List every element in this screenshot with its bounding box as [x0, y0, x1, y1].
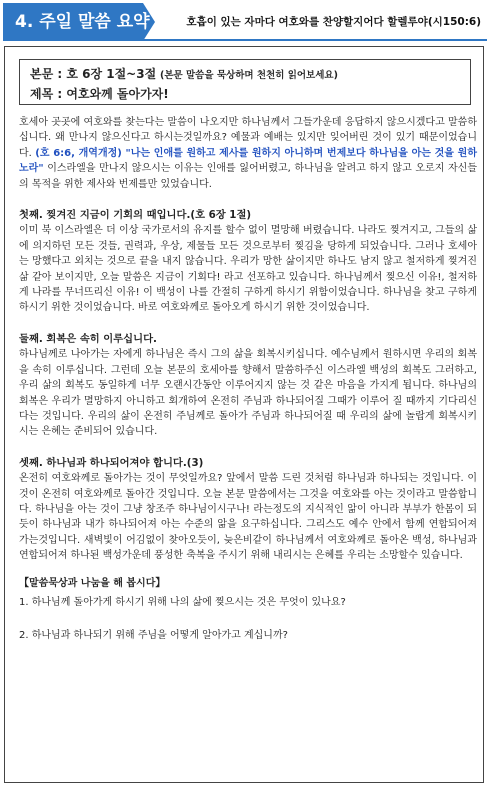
sermon-body — [19, 115, 477, 644]
passage-text: 본문 : 호 6장 1절~3절 — [30, 67, 157, 81]
sharing-question-2: 2. 하나님과 하나되기 위해 주님을 어떻게 알아가고 계십니까? — [19, 630, 288, 642]
header-divider — [3, 39, 487, 41]
passage-line — [30, 65, 460, 85]
passage-note: (본문 말씀을 묵상하며 천천히 읽어보세요) — [160, 70, 338, 81]
section-first — [19, 208, 477, 316]
section-third — [19, 456, 477, 564]
passage-box — [19, 59, 471, 105]
section-first-title: 첫째. 찢겨진 지금이 기회의 때입니다.(호 6장 1절) — [19, 209, 252, 222]
section-second-title: 둘째. 회복은 속히 이루십니다. — [19, 332, 157, 345]
section-third-title: 셋째. 하나님과 하나되어져야 합니다.(3) — [19, 456, 204, 469]
section-first-body: 이미 북 이스라엘은 더 이상 국가로서의 유지를 할수 없이 멸망해 버렸습니다. 나라도 찢겨지고, 그들의 삶에 의지하던 모든 것들, 권력과, 우상, 제물들 모든 것으로부터 찢김을 당하게 되었습니다. 그러나 호세아는 망했다고 외치는 것으로 끝을 내지 않습니다. 우리가 망한 삶이지만 하나도 남지 않고 철저하게 찢겨진 삶 같아 보이지만, 오늘 말씀은 지금이 기회다! 라고 선포하고 있습니다. 하나님께서 찢으신 이유!, 철저하게 나라를 무너뜨리신 이유! 이 백성이 나를 간절히 구하게 하시기 위함이었습니다. 하나님을 찾고 구하게 하시기 위한 것이었습니다. 바로 여호와께로 돌아오게 하시기 위한 것이었습니다. — [19, 225, 477, 314]
title-line — [30, 85, 460, 103]
intro-text-after: 이스라엘을 만나지 않으시는 이유는 인애를 잃어버렸고, 하나님을 알려고 하지 않고 오로지 자신들의 목적을 위한 제사와 번제를만 있었습니다. — [19, 163, 478, 190]
sharing-heading: 【말씀묵상과 나눔을 해 봅시다】 — [19, 577, 166, 589]
section-title: 4. 주일 말씀 요약 — [15, 12, 150, 32]
sharing-question-1: 1. 하나님께 돌아가게 하시기 위해 나의 삶에 찢으시는 것은 무엇이 있나요? — [19, 596, 346, 608]
intro-paragraph — [19, 115, 477, 192]
header-verse: 호흡이 있는 자마다 여호와를 찬양할지어다 할렐루야(시150:6) — [186, 16, 481, 28]
section-third-body: 온전히 여호와께로 돌아가는 것이 무엇일까요? 앞에서 말씀 드린 것처럼 하나님과 하나되는 것입니다. 이것이 온전히 여호와께로 돌아간 것입니다. 오늘 본문 말씀에서는 그것을 여호와를 아는 것이라고 말씀합니다. 하나님을 아는 것이 그냥 창조주 하나님이시구나! 라는정도의 지식적인 앎이 아니라 부부가 한몸이 되듯이 하나님과 내가 하나되어져 아는 수준의 앎을 요구하십니다. 그리스도 예수 안에서 함께 연합되어져 가는것입니다. 새벽빛이 어김없이 찾아오듯이, 늦은비같이 하나님께서 여호와께로 돌아온 백성, 하나님과 연합되어져 하나된 백성가운데 풍성한 축복을 주시기 위해 내리시는 은혜를 우리는 소망할수 있습니다. — [19, 473, 477, 562]
intro-quote: (호 6:6, 개역개정) "나는 인애를 원하고 제사를 원하지 아니하며 번제보다 하나님을 아는 것을 원하노라" — [19, 147, 477, 175]
intro-text: 호세아 곳곳에 여호와를 찾는다는 말씀이 나오지만 하나님께서 그들가운데 응답하지 않으시겠다고 말씀하십니다. 왜 만나지 않으신다고 하시는것일까요? 예물과 예배는 있지만 잊어버린 것이 있기 때문이었습니다. — [19, 117, 477, 159]
section-header — [3, 3, 487, 41]
sermon-title: 제목 : 여호와께 돌아가자! — [30, 87, 169, 101]
section-second-body: 하나님께로 나아가는 자에게 하나님은 즉시 그의 삶을 회복시키십니다. 예수님께서 원하시면 우리의 회복을 속히 이루십니다. 그런데 오늘 본문의 호세아를 향해서 말씀하주신 이스라엘 백성의 회복도 그러하고, 우리 삶의 회복도 동일하게 너무 오랜시간동안 이루어지지 않는 것 같은 마음을 가지게 됩니다. 하나님의 회복은 우리가 멸망하지 아니하고 회개하여 온전히 주님과 하나되어질 그때가 이루어 질 때까지 기다리신 다는 것입니다. 우리의 삶이 온전히 주님께로 돌아가 주님과 하나되어질 때 우리의 삶에 놀랍게 회복시키시는 은혜는 준비되어 있습니다. — [19, 349, 477, 438]
section-second — [19, 332, 477, 440]
sermon-summary-box — [4, 46, 484, 783]
